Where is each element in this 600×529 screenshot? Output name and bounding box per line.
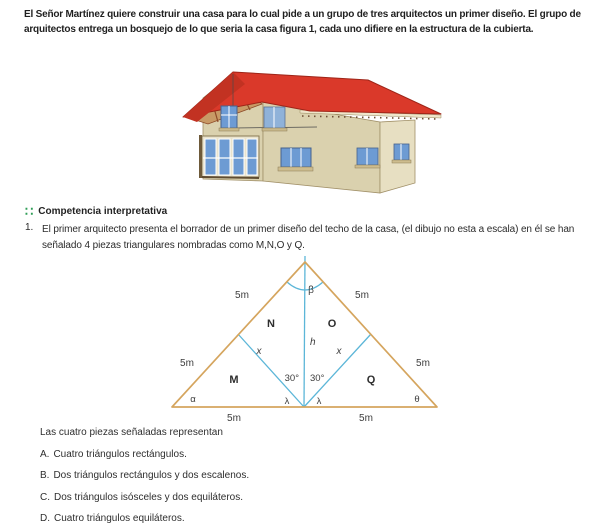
option-b (40, 470, 249, 481)
option-key: A. (40, 449, 50, 460)
label-x-right: x (336, 346, 342, 357)
middle-window (281, 148, 311, 167)
label-piece-o: O (327, 318, 337, 330)
house-illustration (150, 62, 460, 202)
option-key: D. (40, 513, 50, 524)
option-text: Cuatro triángulos equiláteros. (54, 513, 185, 524)
window-sill (392, 160, 411, 163)
question-1 (25, 222, 581, 253)
label-lambda-right: λ (316, 396, 322, 407)
roof-triangle-figure (130, 253, 475, 425)
label-piece-m: M (229, 374, 239, 386)
grid-dots-icon: ∷ (25, 203, 33, 219)
option-key: B. (40, 470, 50, 481)
window-sill (278, 167, 313, 171)
diagonal-left (238, 334, 304, 407)
glass-door-pane (233, 139, 244, 175)
question-text: El primer arquitecto presenta el borrador de un primer diseño del techo de la casa, (el dibujo no esta a escala) en él se han señalado 4 piezas triangulares nombradas como M,N,O y Q. (42, 224, 575, 251)
competencia-header (25, 203, 168, 219)
label-30deg-right: 30° (310, 373, 325, 384)
label-5m-mid-right: 5m (416, 358, 430, 369)
option-key: C. (40, 492, 50, 503)
door-jamb (199, 135, 202, 178)
option-text: Dos triángulos isósceles y dos equiláteros. (54, 492, 243, 503)
label-h: h (310, 337, 316, 348)
label-beta: β (308, 285, 314, 296)
glass-door-pane (219, 139, 230, 175)
competencia-title: Competencia interpretativa (38, 206, 168, 217)
window-sill (262, 128, 287, 131)
window-sill (355, 165, 380, 168)
label-5m-base-right: 5m (359, 413, 373, 424)
glass-door-pane (247, 139, 257, 175)
label-theta: θ (414, 394, 420, 405)
label-5m-top-left: 5m (235, 290, 249, 301)
label-30deg-left: 30° (284, 373, 299, 384)
option-a (40, 449, 187, 460)
option-d (40, 513, 185, 524)
door-threshold (202, 177, 259, 178)
label-5m-mid-left: 5m (180, 358, 194, 369)
height-line (304, 256, 305, 407)
option-text: Cuatro triángulos rectángulos. (53, 449, 187, 460)
label-5m-base-left: 5m (227, 413, 241, 424)
label-alpha: α (190, 394, 196, 405)
glass-door-pane (205, 139, 216, 175)
label-piece-n: N (267, 318, 275, 330)
intro-paragraph: El Señor Martínez quiere construir una casa para lo cual pide a un grupo de tres arquitectos un primer diseño. El grupo de arquitectos entrega un bosquejo de lo que seria la casa figura 1, cada uno difiere en la estructura de la cubierta. (24, 9, 581, 35)
label-piece-q: Q (366, 374, 376, 386)
option-c (40, 492, 243, 503)
options-lead: Las cuatro piezas señaladas representan (40, 427, 223, 438)
window-sill (219, 128, 239, 131)
label-lambda-left: λ (284, 396, 290, 407)
label-5m-top-right: 5m (355, 290, 369, 301)
option-text: Dos triángulos rectángulos y dos escalenos. (53, 470, 250, 481)
question-number: 1. (25, 222, 34, 233)
label-x-left: x (256, 346, 262, 357)
